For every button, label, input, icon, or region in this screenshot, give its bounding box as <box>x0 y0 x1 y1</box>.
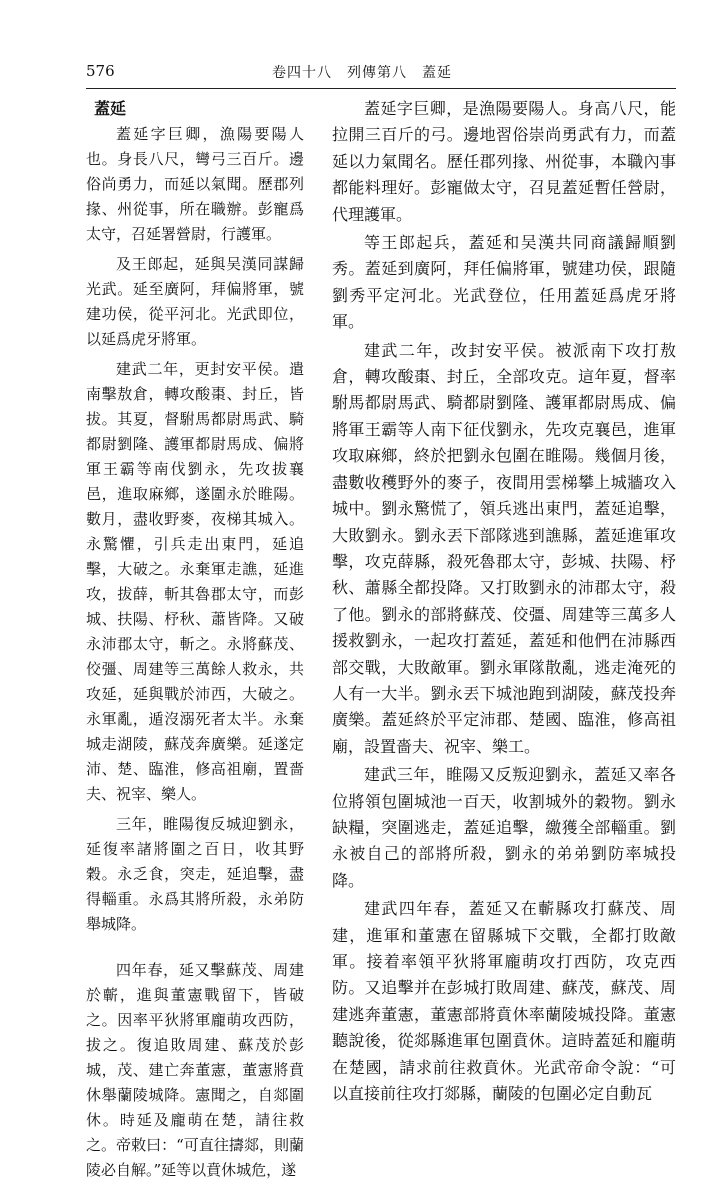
translation-paragraph-4: 建武三年，睢陽又反叛迎劉永，蓋延又率各位將領包圍城池一百天，收割城外的穀物。劉永缺糧，突圍逃走，蓋延追擊，繳獲全部輜重。劉永被自己的部將所殺，劉永的弟弟劉防率城投降。 <box>332 765 676 890</box>
header-rule <box>86 88 676 89</box>
section-heading: 蓋延 <box>94 99 127 118</box>
classical-paragraph-2: 及王郎起，延與吴漢同謀歸光武。延至廣阿，拜偏將軍，號建功侯，從平河北。光武即位，以延爲虎牙將軍。 <box>86 255 304 348</box>
page-number: 576 <box>86 62 115 80</box>
translation-paragraph-1: 蓋延字巨卿，是漁陽要陽人。身高八尺，能拉開三百斤的弓。邊地習俗崇尚勇武有力，而蓋延以力氣聞名。歷任郡列掾、州從事，本職內事都能料理好。彭寵做太守，召見蓋延暫任營尉，代理護軍。 <box>332 99 676 224</box>
classical-paragraph-4: 三年，睢陽復反城迎劉永，延復率諸將圍之百日，收其野穀。永乏食，突走，延追擊，盡得輜重。永爲其將所殺，永弟防舉城降。 <box>86 815 304 933</box>
translation-paragraph-3: 建武二年，改封安平侯。被派南下攻打敖倉，轉攻酸棗、封丘，全部攻克。這年夏，督率駙馬都尉馬武、騎都尉劉隆、護軍都尉馬成、偏將軍王霸等人南下征伐劉永，先攻克襄邑，進軍攻取麻鄉，終於把劉永包圍在睢陽。幾個月後，盡數收穫野外的麥子，夜間用雲梯攀上城牆攻入城中。劉永驚慌了，領兵逃出東門，蓋延追擊，大敗劉永。劉永丟下部隊逃到譙縣，蓋延進軍攻擊，攻克薛縣，殺死魯郡太守，彭城、扶陽、杼秋、蕭縣全都投降。又打敗劉永的沛郡太守，殺了他。劉永的部將蘇茂、佼彊、周建等三萬多人援救劉永，一起攻打蓋延，蓋延和他們在沛縣西部交戰，大敗敵軍。劉永軍隊散亂，逃走淹死的人有一大半。劉永丟下城池跑到湖陵，蘇茂投奔廣樂。蓋延終於平定沛郡、楚國、臨淮，修高祖廟，設置嗇夫、祝宰、樂工。 <box>332 340 676 756</box>
paragraph-gap <box>86 942 304 958</box>
translation-column <box>332 96 676 1109</box>
running-head: 卷四十八 列傳第八 蓋延 <box>272 65 452 81</box>
translation-paragraph-2: 等王郎起兵，蓋延和吴漢共同商議歸順劉秀。蓋延到廣阿，拜任偏將軍，號建功侯，跟隨劉秀平定河北。光武登位，任用蓋延爲虎牙將軍。 <box>332 233 676 332</box>
classical-paragraph-1: 蓋延字巨卿，漁陽要陽人也。身長八尺，彎弓三百斤。邊俗尚勇力，而延以氣聞。歷郡列掾、州從事，所在職辦。彭寵爲太守，召延署營尉，行護軍。 <box>86 125 304 243</box>
classical-text-column <box>86 96 304 1188</box>
classical-paragraph-3: 建武二年，更封安平侯。遣南擊敖倉，轉攻酸棗、封丘，皆拔。其夏，督駙馬都尉馬武、騎都尉劉隆、護軍都尉馬成、偏將軍王霸等南伐劉永，先攻拔襄邑，進取麻鄉，遂圍永於睢陽。數月，盡收野麥，夜梯其城入。永驚懼，引兵走出東門，延追擊，大破之。永棄軍走譙，延進攻，拔薛，斬其魯郡太守，而彭城、扶陽、杼秋、蕭皆降。又破永沛郡太守，斬之。永將蘇茂、佼彊、周建等三萬餘人救永，共攻延，延與戰於沛西，大破之。永軍亂，遁沒溺死者太半。永棄城走湖陵，蘇茂奔廣樂。延遂定沛、楚、臨淮，修高祖廟，置嗇夫、祝宰、樂人。 <box>86 360 304 803</box>
classical-paragraph-5: 四年春，延又擊蘇茂、周建於蘄，進與董憲戰留下，皆破之。因率平狄將軍龐萌攻西防，拔之。復追敗周建、蘇茂於彭城，茂、建亡奔董憲，董憲將賁休舉蘭陵城降。憲聞之，自郯圍休。時延及龐萌在楚，請往救之。帝敕曰：“可直往擣郯，則蘭陵必自解。”延等以賁休城危，遂 <box>86 961 304 1179</box>
page-header <box>86 62 676 86</box>
translation-paragraph-5: 建武四年春，蓋延又在蘄縣攻打蘇茂、周建，進軍和董憲在留縣城下交戰，全都打敗敵軍。接着率領平狄將軍龐萌攻打西防，攻克西防。又追擊并在彭城打敗周建、蘇茂，蘇茂、周建逃奔董憲，董憲部將賁休率蘭陵城投降。董憲聽說後，從郯縣進軍包圍賁休。這時蓋延和龐萌在楚國，請求前往救賁休。光武帝命令說：“可以直接前往攻打郯縣，蘭陵的包圍必定自動瓦 <box>332 899 676 1104</box>
